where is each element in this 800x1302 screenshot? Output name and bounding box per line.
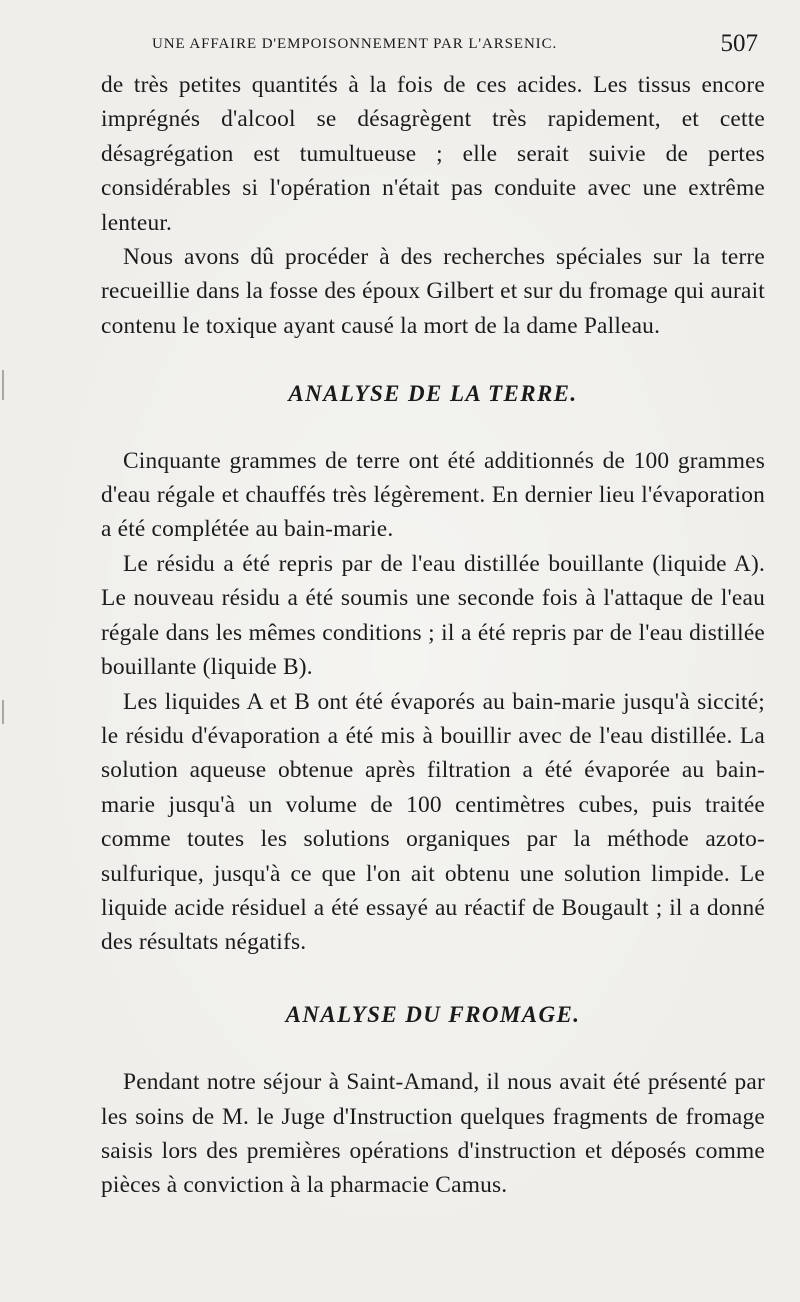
page-edge-mark xyxy=(2,700,4,724)
page-edge-mark xyxy=(2,370,4,400)
page-number: 507 xyxy=(720,30,758,57)
section-heading-fromage: ANALYSE DU FROMAGE. xyxy=(285,1001,581,1027)
section-heading-terre: ANALYSE DE LA TERRE. xyxy=(288,381,578,407)
paragraph: Pendant notre séjour à Saint-Amand, il nous avait été présenté par les soins de M. le Juge d'Instruction quelques fragments de fromage saisis lors des premières opérations d'instruction et déposés comme pièces à conviction à la pharmacie Camus. xyxy=(101,1069,765,1199)
paragraph: Le résidu a été repris par de l'eau distillée bouillante (liquide A). Le nouveau résidu a été soumis une seconde fois à l'attaque de l'eau régale dans les mêmes conditions ; il a été repris par de l'eau distillée bouillante (liquide B). xyxy=(101,550,765,681)
paragraph: Les liquides A et B ont été évaporés au bain-marie jusqu'à siccité; le résidu d'évaporation a été mis à bouillir avec de l'eau distillée. La solution aqueuse obtenue après filtration a été évaporée au bain-marie jusqu'à un volume de 100 centimètres cubes, puis traitée comme toutes les solutions organiques par la méthode azoto-sulfurique, jusqu'à ce que l'on ait obtenu une solution limpide. Le liquide acide résiduel a été essayé au réactif de Bougault ; il a donné des résultats négatifs. xyxy=(101,688,765,956)
paragraph: Cinquante grammes de terre ont été additionnés de 100 grammes d'eau régale et chauffés très légèrement. En dernier lieu l'évaporation a été complétée au bain-marie. xyxy=(101,447,765,543)
running-header xyxy=(104,30,764,64)
paragraph: Nous avons dû procéder à des recherches spéciales sur la terre recueillie dans la fosse des époux Gilbert et sur du fromage qui aurait contenu le toxique ayant causé la mort de la dame Palleau. xyxy=(101,244,765,339)
paragraph: de très petites quantités à la fois de ces acides. Les tissus encore imprégnés d'alcool se désagrègent très rapidement, et cette désagrégation est tumultueuse ; elle serait suivie de pertes considérables si l'opération n'était pas conduite avec une extrême lenteur. xyxy=(101,72,765,236)
running-title: UNE AFFAIRE D'EMPOISONNEMENT PAR L'ARSENIC. xyxy=(152,36,558,52)
body-text xyxy=(101,68,765,1203)
